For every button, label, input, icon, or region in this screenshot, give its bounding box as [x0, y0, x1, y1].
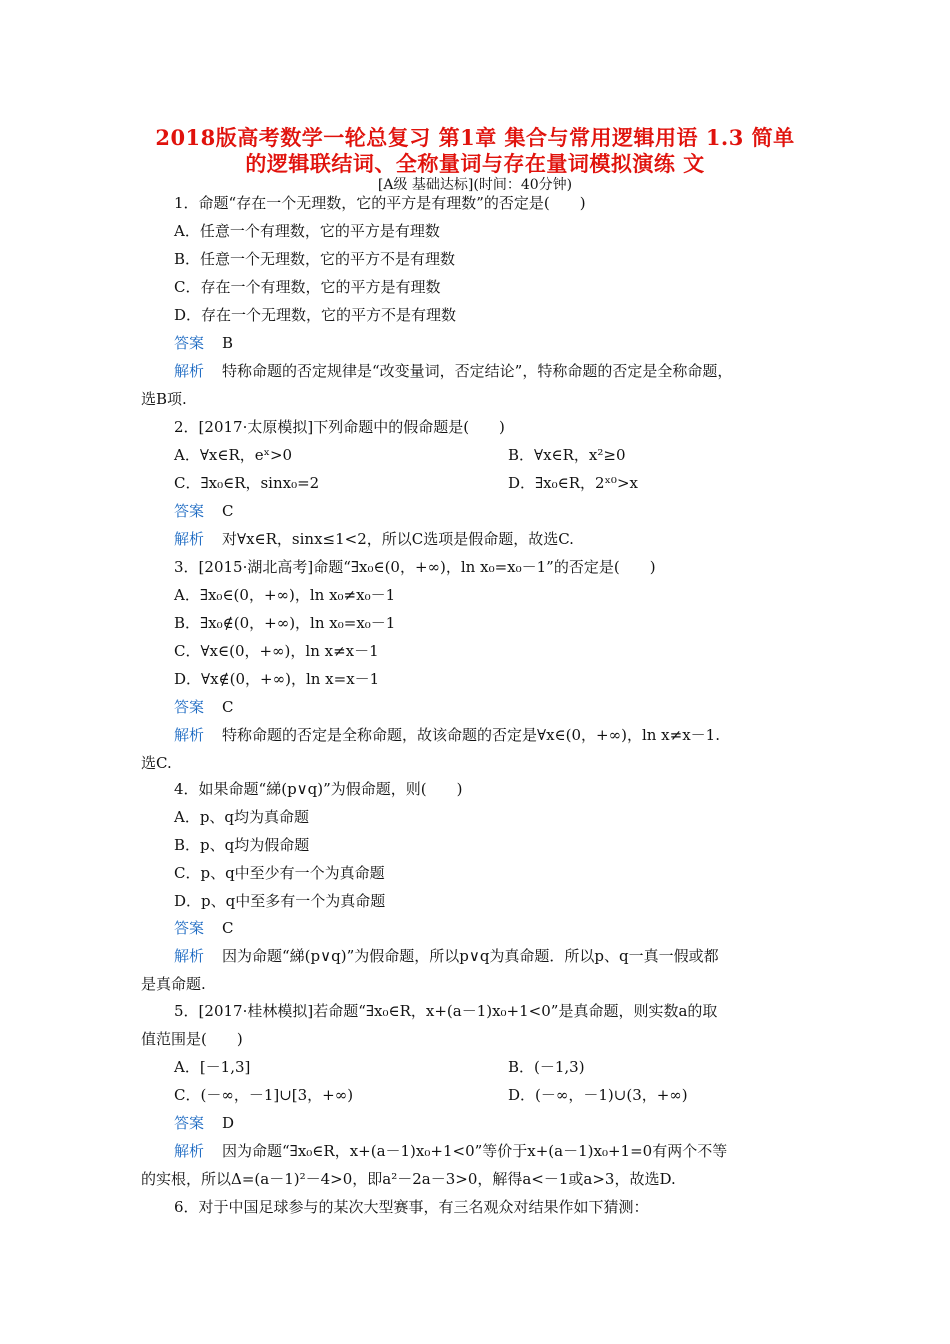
analysis-label: 解析: [174, 1142, 205, 1160]
q4-option-b: B．p、q均为假命题: [174, 836, 310, 854]
analysis-label: 解析: [174, 530, 205, 548]
q5-stem-2: 值范围是( ): [141, 1030, 243, 1048]
q4-analysis-text-2: 是真命题.: [141, 975, 206, 993]
q4-analysis-text-1: 因为命题“綈(p∨q)”为假命题，所以p∨q为真命题．所以p、q一真一假或都: [222, 947, 719, 965]
q4-option-c: C．p、q中至少有一个为真命题: [174, 864, 385, 882]
analysis-label: 解析: [174, 362, 205, 380]
q2-option-b: B．∀x∈R，x²≥0: [508, 446, 626, 464]
q2-answer: [174, 501, 234, 521]
q3-option-c: C．∀x∈(0，+∞)，ln x≠x－1: [174, 642, 379, 660]
q5-option-d: D．(－∞，－1)∪(3，+∞): [508, 1086, 688, 1104]
document-title-line-1: 2018版高考数学一轮总复习 第1章 集合与常用逻辑用语 1.3 简单: [155, 125, 795, 150]
answer-label: 答案: [174, 698, 205, 716]
q6-stem: 6．对于中国足球参与的某次大型赛事，有三名观众对结果作如下猜测：: [174, 1198, 649, 1216]
q2-option-a: A．∀x∈R，eˣ>0: [174, 446, 293, 464]
q1-analysis-text-1: 特称命题的否定规律是“改变量词，否定结论”，特称命题的否定是全称命题，: [222, 362, 733, 380]
q5-option-b: B．(－1,3): [508, 1058, 585, 1076]
q1-answer: [174, 333, 233, 353]
q4-analysis: [174, 946, 719, 966]
q3-answer-value: C: [222, 698, 234, 716]
q4-answer-value: C: [222, 919, 234, 937]
q5-stem-1: 5．[2017·桂林模拟]若命题“∃x₀∈R，x+(a－1)x₀+1<0”是真命题，则实数a的取: [174, 1002, 718, 1020]
q5-analysis-text-1: 因为命题“∃x₀∈R，x+(a－1)x₀+1<0”等价于x+(a－1)x₀+1=0有两个不等: [222, 1142, 728, 1160]
q1-option-b: B．任意一个无理数，它的平方不是有理数: [174, 250, 456, 268]
q5-analysis-text-2: 的实根，所以Δ=(a－1)²－4>0，即a²－2a－3>0，解得a<－1或a>3，故选D.: [141, 1170, 676, 1188]
q2-stem: 2．[2017·太原模拟]下列命题中的假命题是( ): [174, 418, 505, 436]
q2-answer-value: C: [222, 502, 234, 520]
q5-analysis: [174, 1141, 727, 1161]
answer-label: 答案: [174, 1114, 205, 1132]
q1-answer-value: B: [222, 334, 234, 352]
section-subtitle: [A级 基础达标](时间：40分钟): [377, 177, 573, 193]
q1-analysis-text-2: 选B项.: [141, 390, 187, 408]
q5-answer-value: D: [222, 1114, 235, 1132]
q3-option-a: A．∃x₀∈(0，+∞)，ln x₀≠x₀－1: [174, 586, 396, 604]
q5-answer: [174, 1113, 234, 1133]
q3-analysis-text-1: 特称命题的否定是全称命题，故该命题的否定是∀x∈(0，+∞)，ln x≠x－1.: [222, 726, 720, 744]
q1-stem: 1．命题“存在一个无理数，它的平方是有理数”的否定是( ): [174, 194, 586, 212]
answer-label: 答案: [174, 919, 205, 937]
q5-option-a: A．[－1,3]: [174, 1058, 251, 1076]
q3-option-b: B．∃x₀∉(0，+∞)，ln x₀=x₀－1: [174, 614, 396, 632]
q4-answer: [174, 918, 234, 938]
q3-stem: 3．[2015·湖北高考]命题“∃x₀∈(0，+∞)，ln x₀=x₀－1”的否定是( ): [174, 558, 656, 576]
q5-option-c: C．(－∞，－1]∪[3，+∞): [174, 1086, 354, 1104]
q2-option-c: C．∃x₀∈R，sinx₀=2: [174, 474, 320, 492]
analysis-label: 解析: [174, 726, 205, 744]
answer-label: 答案: [174, 334, 205, 352]
analysis-label: 解析: [174, 947, 205, 965]
document-title-line-2: 的逻辑联结词、全称量词与存在量词模拟演练 文: [245, 151, 705, 176]
q2-option-d: D．∃x₀∈R，2ˣ⁰>x: [508, 474, 638, 492]
q2-analysis-text-1: 对∀x∈R，sinx≤1<2，所以C选项是假命题，故选C.: [222, 530, 574, 548]
q1-option-d: D．存在一个无理数，它的平方不是有理数: [174, 306, 457, 324]
q4-option-d: D．p、q中至多有一个为真命题: [174, 892, 386, 910]
q1-option-c: C．存在一个有理数，它的平方是有理数: [174, 278, 441, 296]
q3-analysis-text-2: 选C.: [141, 754, 172, 772]
q3-option-d: D．∀x∉(0，+∞)，ln x=x－1: [174, 670, 380, 688]
q4-option-a: A．p、q均为真命题: [174, 808, 310, 826]
q3-answer: [174, 697, 234, 717]
answer-label: 答案: [174, 502, 205, 520]
q3-analysis: [174, 725, 720, 745]
q1-option-a: A．任意一个有理数，它的平方是有理数: [174, 222, 440, 240]
q1-analysis: [174, 361, 732, 381]
q4-stem: 4．如果命题“綈(p∨q)”为假命题，则( ): [174, 780, 463, 798]
q2-analysis: [174, 529, 574, 549]
